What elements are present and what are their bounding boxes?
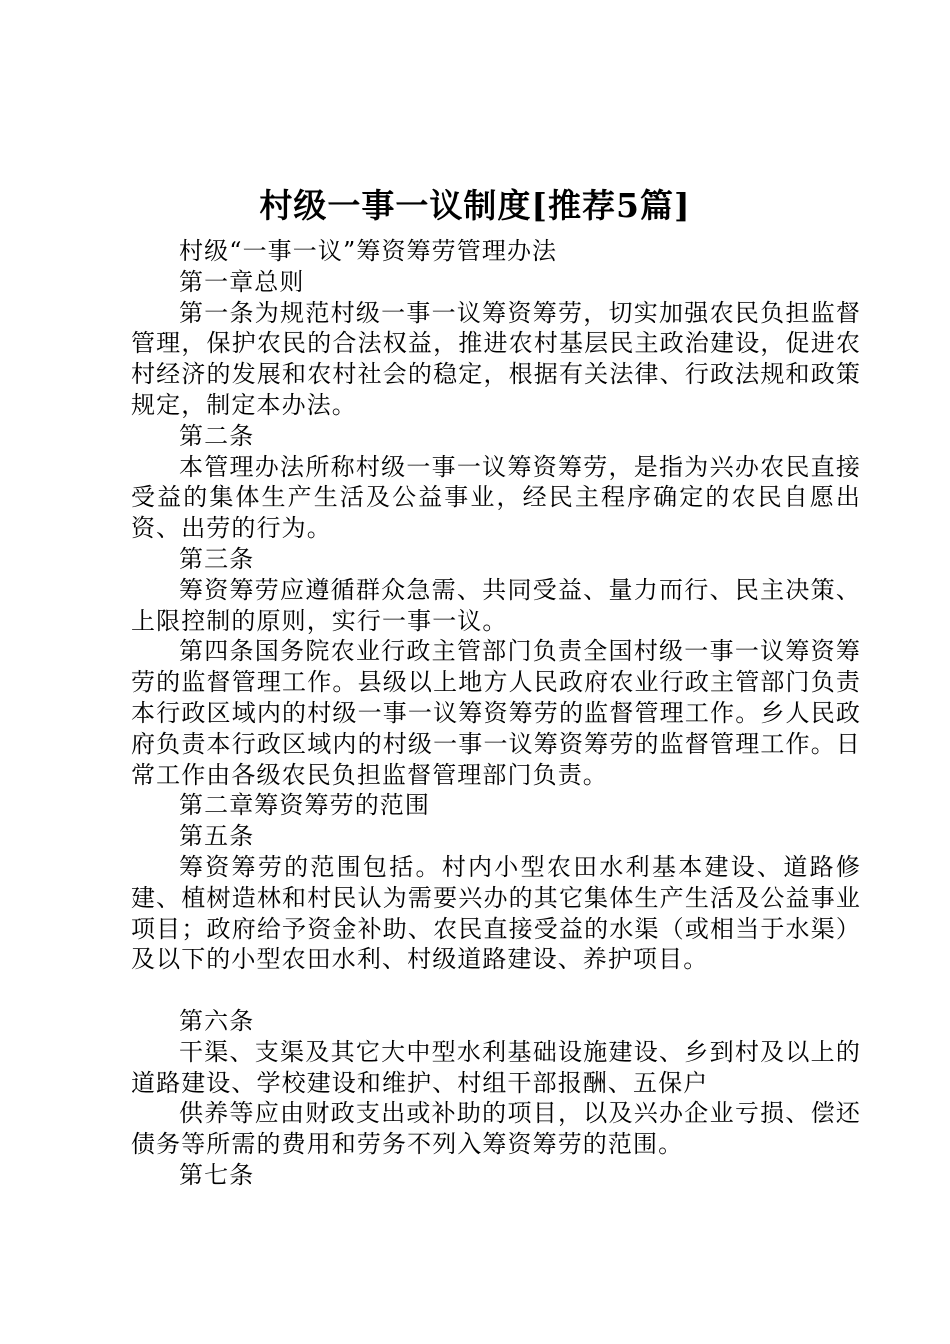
article-6-continued: 供养等应由财政支出或补助的项目，以及兴办企业亏损、偿还债务等所需的费用和劳务不列入筹资筹劳的范围。 xyxy=(131,1099,861,1159)
article-4: 第四条国务院农业行政主管部门负责全国村级一事一议筹资筹劳的监督管理工作。县级以上地方人民政府农业行政主管部门负责本行政区域内的村级一事一议筹资筹劳的监督管理工作。乡人民政府负责本行政区域内的村级一事一议筹资筹劳的监督管理工作。日常工作由各级农民负担监督管理部门负责。 xyxy=(131,637,861,789)
document-title: 村级一事一议制度[推荐5篇] xyxy=(259,186,691,225)
article-5-body: 筹资筹劳的范围包括。村内小型农田水利基本建设、道路修建、植树造林和村民认为需要兴办的其它集体生产生活及公益事业项目；政府给予资金补助、农民直接受益的水渠（或相当于水渠）及以下的小型农田水利、村级道路建设、养护项目。 xyxy=(131,852,861,974)
article-7-heading: 第七条 xyxy=(179,1160,255,1189)
article-6-body: 干渠、支渠及其它大中型水利基础设施建设、乡到村及以上的道路建设、学校建设和维护、村组干部报酬、五保户 xyxy=(131,1037,861,1097)
article-3-heading: 第三条 xyxy=(179,544,255,573)
paragraph-heading-method: 村级“一事一议”筹资筹劳管理办法 xyxy=(179,237,558,265)
chapter-2-heading: 第二章筹资筹劳的范围 xyxy=(179,791,430,820)
article-2-heading: 第二条 xyxy=(179,421,255,450)
article-1: 第一条为规范村级一事一议筹资筹劳，切实加强农民负担监督管理，保护农民的合法权益，推进农村基层民主政治建设，促进农村经济的发展和农村社会的稳定，根据有关法律、行政法规和政策规定，制定本办法。 xyxy=(131,298,861,419)
article-2-body: 本管理办法所称村级一事一议筹资筹劳，是指为兴办农民直接受益的集体生产生活及公益事业，经民主程序确定的农民自愿出资、出劳的行为。 xyxy=(131,452,861,543)
paragraph-gap xyxy=(131,975,861,1006)
article-3-body: 筹资筹劳应遵循群众急需、共同受益、量力而行、民主决策、上限控制的原则，实行一事一议。 xyxy=(131,575,861,635)
article-6-heading: 第六条 xyxy=(179,1006,255,1035)
chapter-1-heading: 第一章总则 xyxy=(179,267,305,296)
document-body xyxy=(131,236,861,1191)
article-5-heading: 第五条 xyxy=(179,822,255,851)
